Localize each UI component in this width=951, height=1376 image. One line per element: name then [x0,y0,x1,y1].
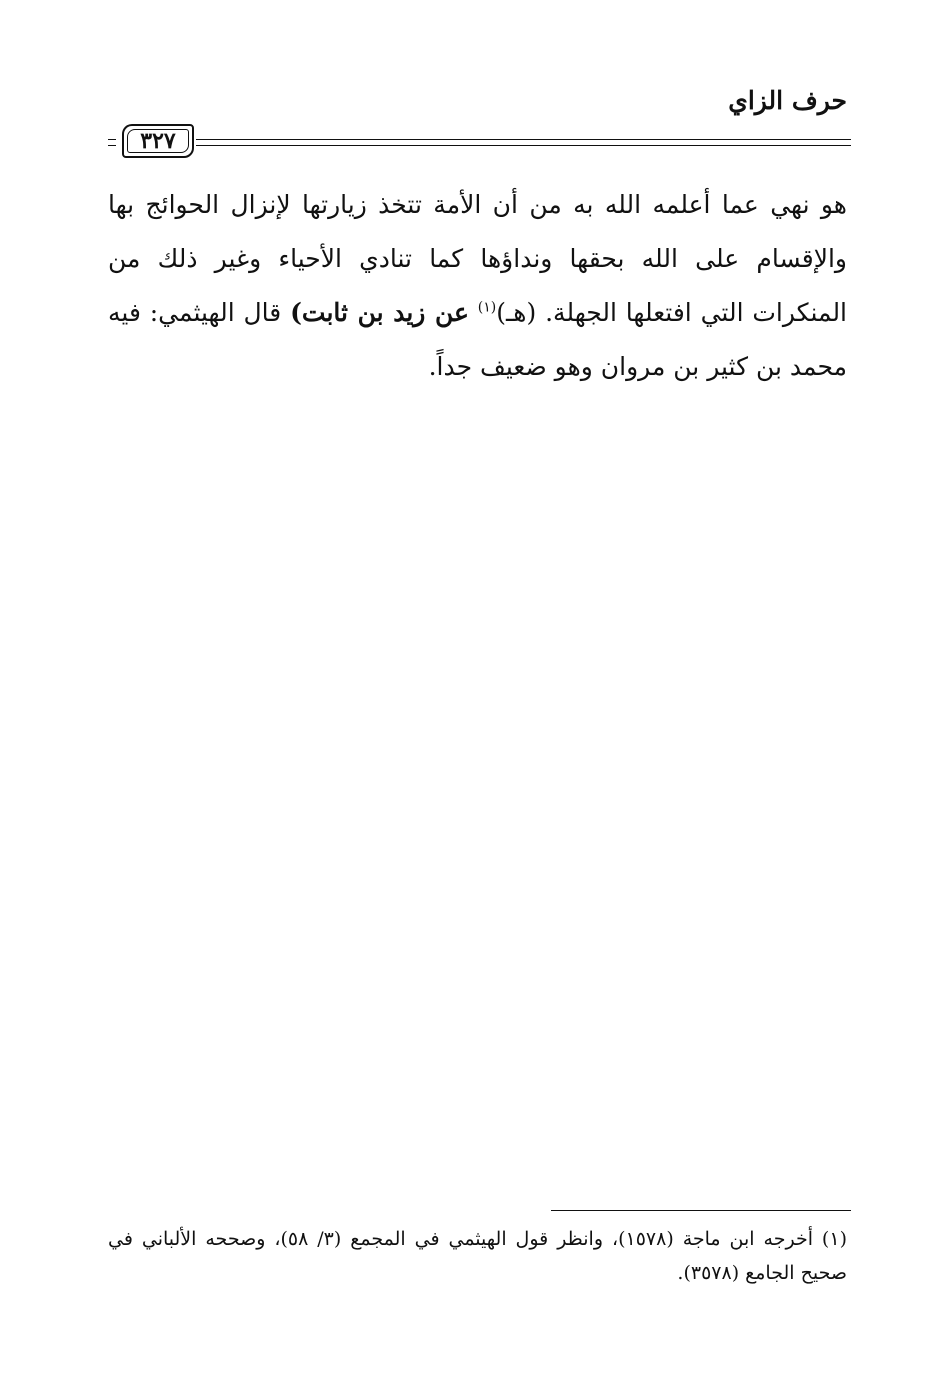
footnote-reference[interactable]: (١) [477,299,497,316]
hadith-narrator-phrase: عن زيد بن ثابت) [290,298,469,327]
header-rule-end-mark [108,133,116,143]
main-text-part-1: هو نهي عما أعلمه الله به من أن الأمة تتخذ زيارتها لإنزال الحوائج بها والإقسام على الله بحقها ونداؤها كما تنادي الأحياء وغير ذلك من المنكرات التي افتعلها الجهلة. (هـ) [108,190,848,327]
header-rule-line-top [196,139,851,140]
page-number: ٣٢٧ [140,128,176,154]
footnote-separator [551,1210,851,1211]
main-text [108,178,847,394]
running-title: حرف الزاي [728,86,847,115]
footnotes-section [108,1222,847,1290]
main-text-part-2: قال الهيثمي: فيه محمد بن كثير بن مروان وهو ضعيف جداً. [108,298,847,381]
page-number-frame [122,124,194,158]
header-rule [108,128,851,158]
main-paragraph [108,178,847,394]
header-rule-line-bottom [196,145,851,146]
footnote-1: (١) أخرجه ابن ماجة (١٥٧٨)، وانظر قول الهيثمي في المجمع (٣/ ٥٨)، وصححه الألباني في صحيح الجامع (٣٥٧٨). [108,1228,847,1284]
